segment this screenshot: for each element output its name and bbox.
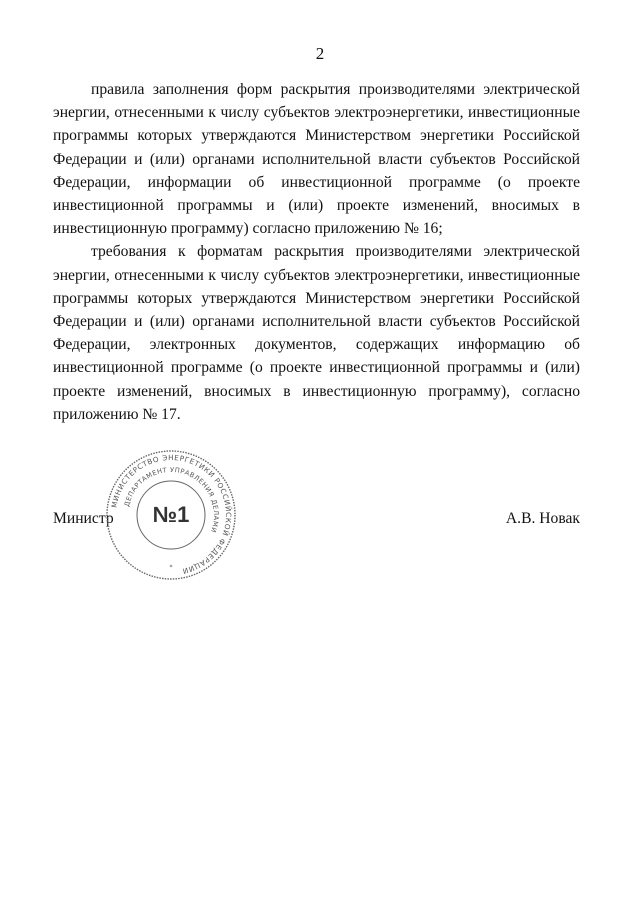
signatory-title: Министр bbox=[53, 510, 114, 527]
paragraph-requirements: требования к форматам раскрытия производителями электрической энергии, отнесенными к числу субъектов электроэнергетики, инвестиционные программы которых утверждаются Министерством энергетики Российской Федерации и (или) органами исполнительной власти субъектов Российской Федерации, электронных документов, содержащих информацию об инвестиционной программе (о проекте инвестиционной программы и (или) проекте изменений, вносимых в инвестиционную программу), согласно приложению № 17. bbox=[53, 243, 580, 423]
page-number: 2 bbox=[315, 44, 325, 63]
signatory-name: А.В. Новак bbox=[505, 510, 580, 527]
paragraph-rules: правила заполнения форм раскрытия производителями электрической энергии, отнесенными к числу субъектов электроэнергетики, инвестиционные программы которых утверждаются Министерством энергетики Российской Федерации и (или) органами исполнительной власти субъектов Российской Федерации, информации об инвестиционной программе (о проекте инвестиционной программы и (или) проекте изменений, вносимых в инвестиционную программу) согласно приложению № 16; bbox=[53, 81, 580, 238]
stamp-inner-text: ДЕПАРТАМЕНТ УПРАВЛЕНИЯ ДЕЛАМИ bbox=[122, 465, 221, 534]
official-stamp bbox=[103, 447, 239, 583]
stamp-outer-text: МИНИСТЕРСТВО ЭНЕРГЕТИКИ РОССИЙСКОЙ ФЕДЕРАЦИИ bbox=[109, 452, 234, 576]
document-body bbox=[53, 78, 580, 426]
stamp-number: №1 bbox=[152, 502, 190, 527]
stamp-star-mark: * bbox=[169, 564, 173, 571]
